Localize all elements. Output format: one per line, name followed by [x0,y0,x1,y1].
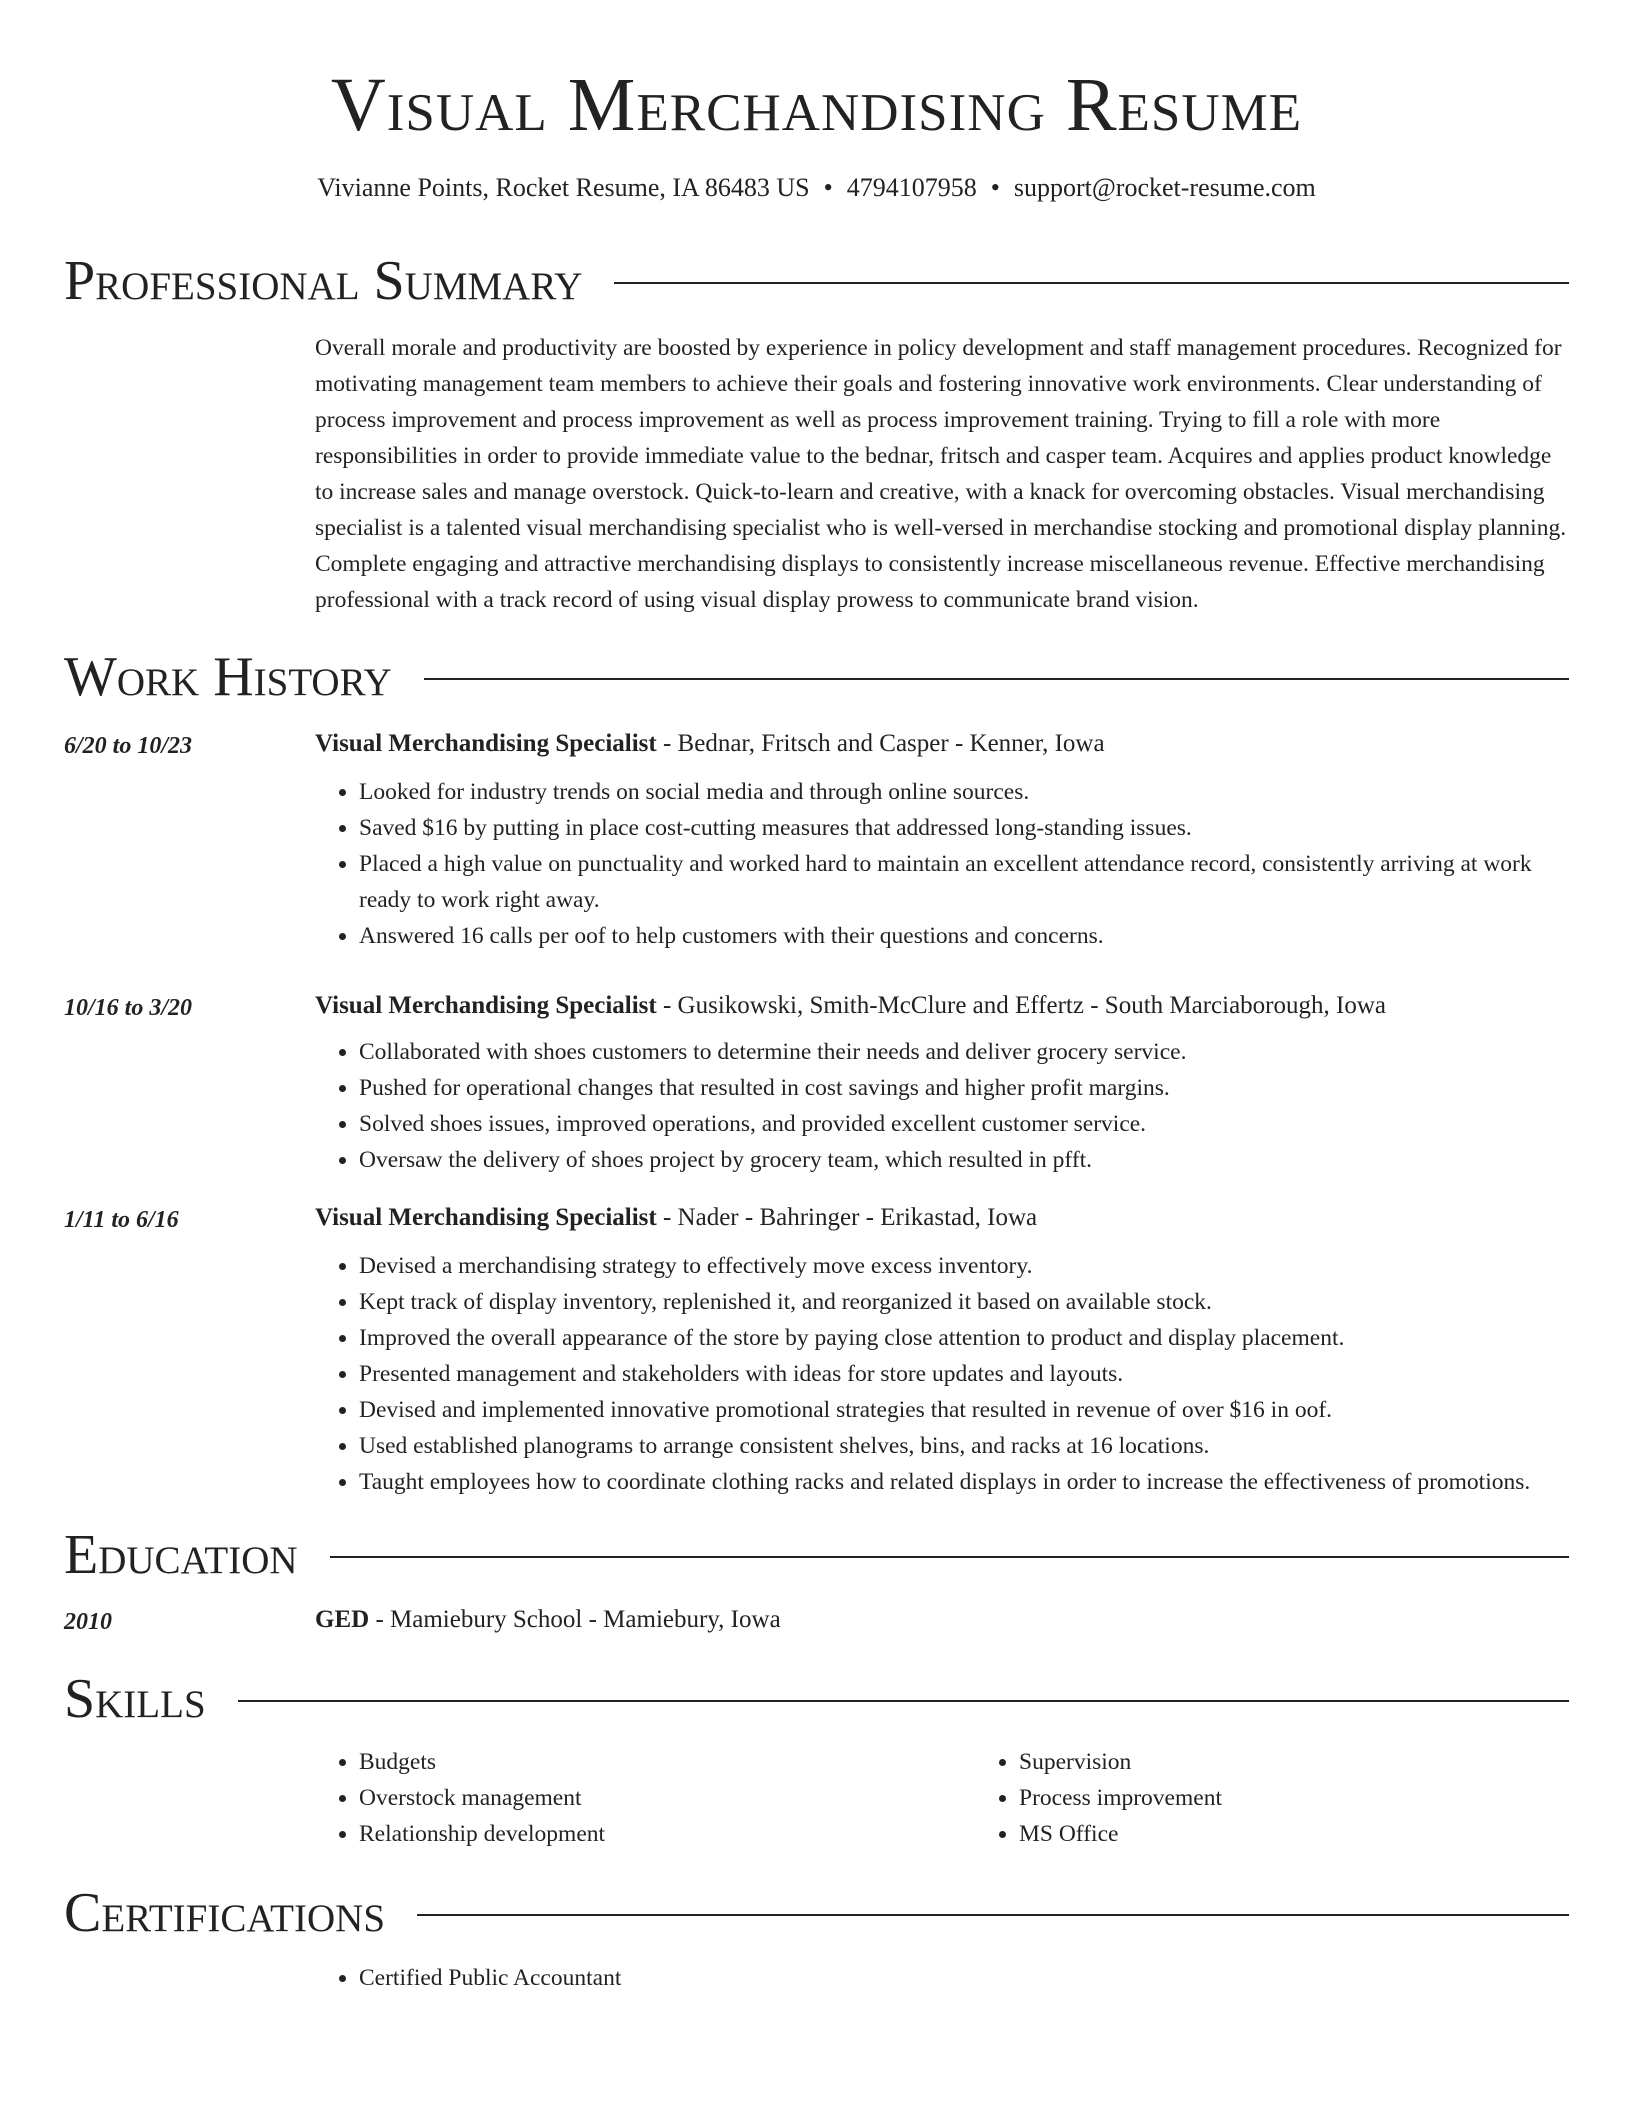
skill-item: • Supervision [1019,1744,1632,1780]
skill-item: • Relationship development [359,1816,975,1852]
skills-column [315,1744,975,1852]
list-item: • Looked for industry trends on social media and through online sources. [359,774,1569,810]
skill-item: • Overstock management [359,1780,975,1816]
contact-phone: 4794107958 [846,173,977,202]
section-certifications-header [64,1882,1569,1944]
section-divider [417,1914,1569,1916]
section-divider [238,1700,1569,1702]
list-item: • Answered 16 calls per oof to help customers with their questions and concerns. [359,918,1569,954]
list-item: • Placed a high value on punctuality and worked hard to maintain an excellent attendance record, consistently arriving at work ready to work right away. [359,846,1569,918]
job-heading [315,726,1569,762]
section-title: Certifications [64,1882,386,1944]
job-dates: 6/20 to 10/23 [64,733,193,759]
job-details: - Gusikowski, Smith-McClure and Effertz - South Marciaborough, Iowa [656,992,1386,1019]
list-item: • Improved the overall appearance of the store by paying close attention to product and display placement. [359,1320,1569,1356]
skill-item: • MS Office [1019,1816,1632,1852]
education-heading [315,1602,1569,1640]
job-dates: 1/11 to 6/16 [64,1207,179,1233]
job-title: Visual Merchandising Specialist [315,1204,657,1231]
summary-row [64,312,1569,618]
section-skills-header [64,1668,1569,1730]
job-entry [64,1200,1569,1500]
contact-separator: • [823,173,833,202]
list-item: • Devised a merchandising strategy to effectively move excess inventory. [359,1248,1569,1284]
summary-text: Overall morale and productivity are boosted by experience in policy development and staff management procedures. Recognized for motivating management team members to achieve their goals and fostering innovative work environments. Clear understanding of process improvement and process improvement as well as process improvement training. Trying to fill a role with more responsibilities in order to provide immediate value to the bednar, fritsch and casper team. Acquires and applies product knowledge to increase sales and manage overstock. Quick-to-learn and creative, with a knack for overcoming obstacles. Visual merchandising specialist is a talented visual merchandising specialist who is well-versed in merchandise stocking and promotional display planning. Complete engaging and attractive merchandising displays to consistently increase miscellaneous revenue. Effective merchandising professional with a track record of using visual display prowess to communicate brand vision. [315,335,1567,613]
skills-grid [315,1744,1632,1852]
section-title: Education [64,1524,298,1586]
certifications-row [64,1944,1569,1996]
list-item: • Pushed for operational changes that resulted in cost savings and higher profit margins. [359,1070,1569,1106]
list-item: • Devised and implemented innovative promotional strategies that resulted in revenue of over $16 in oof. [359,1392,1569,1428]
section-title: Work History [64,646,392,708]
contact-line [64,170,1569,206]
skill-item: • Budgets [359,1744,975,1780]
section-work-header [64,646,1569,708]
section-divider [330,1556,1569,1558]
list-item: • Solved shoes issues, improved operations, and provided excellent customer service. [359,1106,1569,1142]
education-degree: GED [315,1606,370,1633]
list-item: • Presented management and stakeholders with ideas for store updates and layouts. [359,1356,1569,1392]
contact-separator: • [990,173,1000,202]
section-divider [614,282,1569,284]
list-item: • Oversaw the delivery of shoes project by grocery team, which resulted in pfft. [359,1142,1569,1178]
job-heading [315,988,1569,1024]
job-title: Visual Merchandising Specialist [315,992,657,1019]
job-title: Visual Merchandising Specialist [315,730,657,757]
resume-page [64,0,1569,1996]
job-bullets [315,1248,1569,1500]
skills-column [975,1744,1632,1852]
section-summary-header [64,250,1569,312]
job-entry [64,726,1569,954]
list-item: • Kept track of display inventory, replenished it, and reorganized it based on available stock. [359,1284,1569,1320]
contact-email: support@rocket-resume.com [1013,173,1316,202]
skills-row [64,1730,1569,1852]
certifications-list [315,1960,1569,1996]
job-details: - Nader - Bahringer - Erikastad, Iowa [656,1204,1038,1231]
job-dates: 10/16 to 3/20 [64,995,193,1021]
job-bullets [315,1034,1569,1178]
list-item: • Taught employees how to coordinate clothing racks and related displays in order to increase the effectiveness of promotions. [359,1464,1569,1500]
job-bullets [315,774,1569,954]
certification-item: • Certified Public Accountant [359,1960,1569,1996]
section-title: Professional Summary [64,250,583,312]
list-item: • Saved $16 by putting in place cost-cutting measures that addressed long-standing issues. [359,810,1569,846]
section-title: Skills [64,1668,206,1730]
list-item: • Collaborated with shoes customers to determine their needs and deliver grocery service. [359,1034,1569,1070]
section-divider [424,678,1569,680]
resume-title: Visual Merchandising Resume [330,63,1303,147]
education-year: 2010 [64,1609,112,1635]
education-entry [64,1602,1569,1640]
list-item: • Used established planograms to arrange consistent shelves, bins, and racks at 16 locations. [359,1428,1569,1464]
education-details: - Mamiebury School - Mamiebury, Iowa [369,1606,781,1633]
skill-item: • Process improvement [1019,1780,1632,1816]
job-heading [315,1200,1569,1236]
section-education-header [64,1524,1569,1586]
contact-address: Vivianne Points, Rocket Resume, IA 86483 US [317,173,810,202]
job-entry [64,988,1569,1178]
job-details: - Bednar, Fritsch and Casper - Kenner, Iowa [656,730,1105,757]
